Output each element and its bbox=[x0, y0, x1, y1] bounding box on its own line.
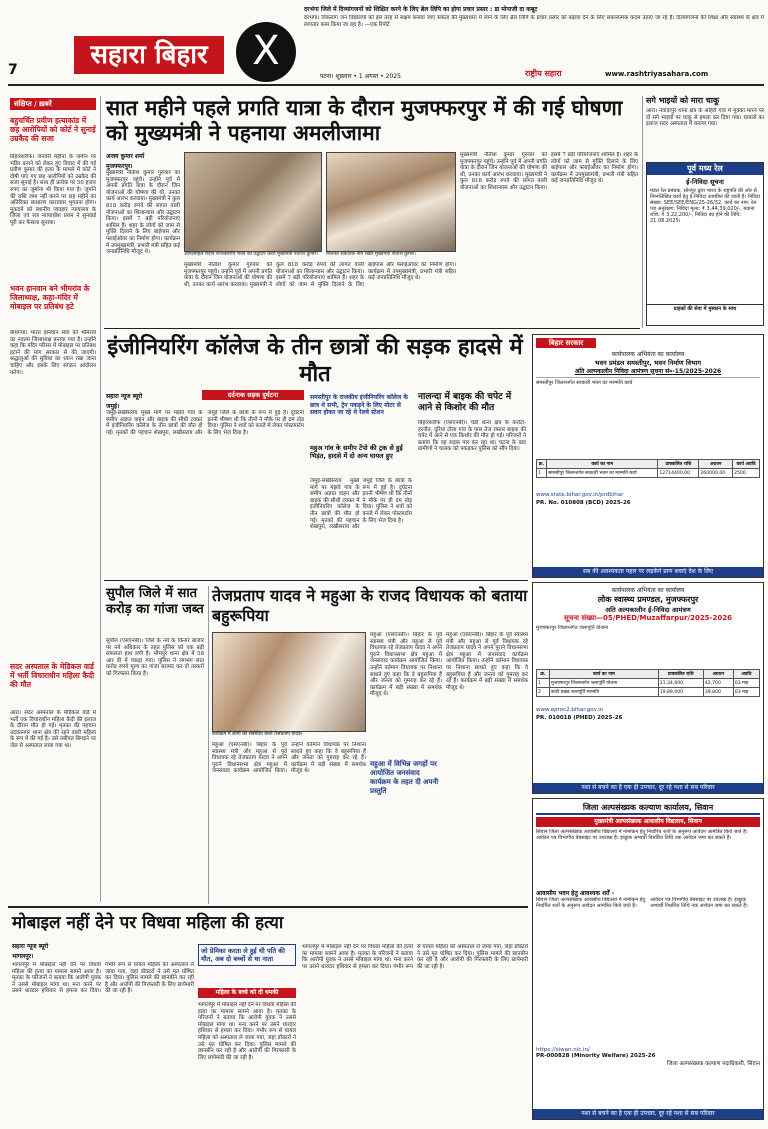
engineering-body-2: जमुई-लखीसराय मुख्य मार्ग पर मंझवे गांव के समीप अज्ञात वाहन और बाइक की सीधी टक्कर में इंजीनियरिंग कॉलेज के तीन छात्रों की मौत हो गई। मृतकों की पहचान शेखपुरा, लखीसराय और जमुई जिले के छात्रों के रूप में हुई है। दुर्घटना इतनी भीषण थी कि तीनों ने मौके पर ही दम तोड़ दिया। पुलिस ने शवों को कब्जे में लेकर पोस्टमार्टम के लिए भेज दिया है। bbox=[310, 478, 412, 531]
muz-td: 03 माह bbox=[733, 679, 759, 688]
lead-photo-2 bbox=[326, 152, 456, 252]
siwan-notice-subtitle: मुख्यमंत्री अल्पसंख्यक आवासीय विद्यालय, सिवान bbox=[536, 817, 760, 827]
lead-photo-caption-2: मिलकर संकेतिक नींव रखते मुख्यमंत्री नीतीश कुमार। bbox=[326, 252, 416, 257]
nalanda-headline: नालन्दा में बाइक की चपेट में आने से किशोर की मौत bbox=[418, 392, 512, 413]
bihar-tender-body: समस्तीपुर जिलान्तर्गत सरकारी भवन का मरम्मति कार्य bbox=[536, 377, 760, 459]
muz-td: 21,34,600 bbox=[658, 679, 703, 688]
bihar-tender-website[interactable]: www.state.bihar.gov.in/prdbihar bbox=[536, 492, 624, 498]
tejashwi-photo bbox=[212, 632, 366, 732]
top-notice-title: दरभंगा जिले में दिव्यांगजनों को शिक्षित करने के लिए ब्रेल लिपि का होगा प्रचार प्रसार : डा मोनाजी दा कबूट bbox=[304, 6, 538, 13]
mobile-headline: मोबाइल नहीं देने पर विधवा महिला की हत्या bbox=[12, 913, 284, 933]
nalanda-body: बिहारशरीफ (एसएनबी)। चंडी थाना क्षेत्र के करोटा-हरनौत, दुरिया टोला गांव के पास तेज रफ्तार बाइक की चपेट में आने से एक किशोर की मौत हो गई। परिजनों ने बताया कि वह सड़क पार कर रहा था। घटना के बाद ग्रामीणों ने चालक को पकड़कर पुलिस को सौंप दिया। bbox=[418, 420, 526, 453]
bihar-td: 1 bbox=[537, 469, 547, 478]
supaul-headline: सुपौल जिले में सात करोड़ का गांजा जब्त bbox=[106, 586, 204, 617]
top-notice-body: दरभंगा। विकलांग जन विद्यालयों को इस तरह से सक्षम बनाया जाए सकता की मुख्यधारा में लाने के लिए ब्रेल लिपि के प्रचार प्रसार को बढ़ावा देने के लिए सकारात्मक कदम उठाए जा रहे हैं। दिव्यांगजनों की शिक्षा और स्वास्थ्य के क्षेत्र में लगातार काम किया जा रहा है। —एक रिपोर्ट bbox=[304, 15, 764, 28]
left-story2-title: भवन हानवान बने भीमरांव के जिलाध्यक्ष, कहा-मंदिर में मोबाइल पर प्रतिबंध हटे bbox=[10, 284, 90, 311]
siwan-notice-list-title: आवासीय भवन हेतु आवश्यक शर्तें - bbox=[536, 890, 615, 897]
muz-th: प्राक्कलित राशि bbox=[658, 670, 703, 679]
muz-tender-notice: सूचना संख्या—05/PHED/Muzaffarpur/2025-2026 bbox=[564, 614, 732, 622]
muz-td: 39,800 bbox=[703, 688, 733, 697]
railway-ad-subheader: ई-निविदा सूचना bbox=[686, 178, 724, 186]
siwan-notice-body: सिवान जिला अल्पसंख्यक आवासीय विद्यालय में नामांकन हेतु निर्धारित शर्तों के अनुरूप आवेदन आमंत्रित किये जाते हैं। आवेदन पत्र विभागीय वेबसाइट पर उपलब्ध है। इच्छुक अभ्यर्थी निर्धारित तिथि तक आवेदन जमा कर सकते हैं। bbox=[536, 829, 748, 841]
muz-tender-body: मुजफ्फरपुर जिलान्तर्गत जलापूर्ति योजना bbox=[536, 625, 609, 631]
mobile-callout2: महिला के बच्चे को दी धमकी bbox=[198, 988, 296, 998]
engineering-byline: सहारा न्यूज ब्यूरो bbox=[106, 393, 143, 400]
bihar-tender-dept: भवन प्रमंडल समस्तीपुर, भवन निर्माण विभाग bbox=[594, 359, 702, 367]
muz-tender-office: कार्यपालक अभियंता का कार्यालय bbox=[611, 587, 685, 594]
muz-tender-slogan: नशा से बचने का है एक ही उपचार, दूर रहे नशा से सब परिवार bbox=[533, 783, 763, 793]
bottom-rule bbox=[8, 906, 528, 908]
lead-photo-caption-1: ओपलमहल मैदान राज्यस्तरीय भवन का उद्घाटन करते मुख्यमंत्री नीतीश कुमार। bbox=[184, 252, 319, 257]
railway-ad-header: पूर्व मध्य रेल bbox=[647, 163, 763, 175]
left-story1-body: बिहारशरीफ। जनवरी महीना के जमीन पर भंडिर बनाने को लेकर हुए विवाद में की गई प्रवीण कुमार की हत्या के मामले में कोर्ट ने दोषी पाए गए छह आरोपियों को उम्रकैद की सजा सुनाई है। साथ ही प्रत्येक पर 50 हजार रुपए का जुर्माना भी किया गया है। जुर्माने की राशि जमा नहीं करने पर छह महीने का अतिरिक्त साधारण कारावास भुगतना होगा। मुकदमे को स्थानीय व्यवहार न्यायालय के जिला एवं सत्र न्यायाधीश प्रथम ने सुनवाई पूरी कर फैसला सुनाया। bbox=[10, 154, 96, 226]
mobile-body-mid: भागलपुर में मोबाइल नहीं देने पर विधवा महिला की हत्या का मामला सामने आया है। मृतका के परिजनों ने बताया कि आरोपी युवक ने उससे मोबाइल मांगा था। मना करने पर उसने धारदार हथियार से हमला कर दिया। गंभीर रूप से घायल महिला को अस्पताल ले जाया गया, जहां डॉक्टरों ने उसे मृत घोषित कर दिया। पुलिस मामले की छानबीन कर रही है और आरोपी की गिरफ्तारी के लिए छापेमारी की जा रही है। bbox=[198, 1002, 296, 1061]
muz-tender-pr: PR. 010018 (PHED) 2025-26 bbox=[536, 715, 623, 721]
muz-tender-table bbox=[536, 669, 760, 697]
right-divider bbox=[642, 96, 643, 328]
tejashwi-body-mid: महुआ (एसएनबी)। बिहार के पूर्व स्वास्थ्य मंत्री और महुआ से पूर्व विधायक रहे तेजप्रताप यादव ने अपने पुराने विधानसभा क्षेत्र महुआ में जनसंवाद कार्यक्रम आयोजित किया। उन्होंने वर्तमान विधायक पर निशाना साधते हुए कहा कि वे बहुरूपिया हैं और जनता को गुमराह कर रहे हैं। कार्यक्रम में बड़ी संख्या में समर्थक मौजूद थे। bbox=[370, 632, 442, 698]
bihar-th: प्राक्कलित राशि bbox=[658, 460, 699, 469]
lead-place: मुजफ्फरपुर। bbox=[106, 163, 133, 170]
bihar-td: समस्तीपुर जिलान्तर्गत सरकारी भवन का मरम्मति कार्य bbox=[547, 469, 658, 478]
bihar-tender-slogan: सब की अवश्यकता पहल पर लड़केंगे प्राण बचाएं देश के लिए bbox=[533, 567, 763, 577]
bihar-tender-title: अति अल्पकालीन निविदा आमंत्रण सूचना सं०-15/2025-2026 bbox=[574, 368, 722, 375]
muz-th: अग्रधन bbox=[703, 670, 733, 679]
siwan-notice-list: सिवान जिला अल्पसंख्यक आवासीय विद्यालय में नामांकन हेतु निर्धारित शर्तों के अनुरूप आवेदन आमंत्रित किये जाते हैं। आवेदन पत्र विभागीय वेबसाइट पर उपलब्ध है। इच्छुक अभ्यर्थी निर्धारित तिथि तक आवेदन जमा कर सकते हैं। bbox=[536, 897, 748, 909]
bihar-tender-pr: PR. No. 010808 (BCD) 2025-26 bbox=[536, 500, 631, 506]
lead-photo-1 bbox=[184, 152, 322, 252]
siwan-notice-ad bbox=[532, 798, 764, 1120]
muz-td: 2 bbox=[537, 688, 550, 697]
engineering-headline: इंजीनियरिंग कॉलेज के तीन छात्रों की सड़क हादसे में मौत bbox=[107, 335, 523, 387]
lead-headline: सात महीने पहले प्रगति यात्रा के दौरान मुजफ्फरपुर में की गई घोषणा को मुख्यमंत्री ने पहनाया अमलीजामा bbox=[106, 96, 623, 145]
engineering-place: जमुई। bbox=[106, 403, 120, 410]
muz-td: 1 bbox=[537, 679, 550, 688]
left-column-divider bbox=[100, 96, 101, 902]
dateline: पटना। शुक्रवार • 1 अगस्त • 2025 bbox=[320, 73, 401, 80]
supaul-body: सुपौल (एसएनबी)। जिले के नये के किनारे बाजार पर नये अधिकार के तहत पुलिस को एक बड़ी सफलता हाथ लगी है। भीमपुर थाना क्षेत्र में 58 आर डी में पकड़ा गया। पुलिस ने लगभग सात करोड़ रुपये मूल्य का गांजा बरामद कर दो तस्करों को गिरफ्तार किया है। bbox=[106, 638, 204, 677]
muz-td: 19,89,000 bbox=[658, 688, 703, 697]
muz-tender-website[interactable]: www.eproc2.bihar.gov.in bbox=[536, 707, 604, 713]
left-column-header: संक्षिप्त / ख़बरें bbox=[10, 98, 96, 110]
bihar-td: 2500 bbox=[733, 469, 760, 478]
tejashwi-callout: महुआ में विभिन्न जगहों पर आयोजित जनसंवाद कार्यक्रम के तहत दी अपनी प्रस्तुति bbox=[370, 760, 439, 795]
bihar-th: कार्य अवधि bbox=[733, 460, 760, 469]
bihar-govt-label: बिहार सरकार bbox=[536, 338, 596, 348]
lead-byline: अजय कुमार शर्मा bbox=[106, 153, 145, 160]
bihar-th: क्र. bbox=[537, 460, 547, 469]
muz-td: 42,700 bbox=[703, 679, 733, 688]
railway-ad-body: मंडल रेल प्रबंधक, सोनपुर द्वारा भारत के राष्ट्रपति की ओर से निम्नलिखित कार्य हेतु ई-निविदा आमंत्रित की जाती है। निविदा संख्या: SEE/SEE/ENG/25-26/32, कार्य का नाम: रेल पथ अनुरक्षण, निविदा मूल्य: ₹ 3,44,39,020/-, बयाना राशि: ₹ 3,22,200/-, निविदा बंद होने की तिथि: 21.08.2025। bbox=[650, 188, 760, 224]
engineering-subhead: समस्तीपुर के राजकीय इंजीनियरिंग कॉलेज के छात्र थे सभी, ट्रेन पकड़ने के लिए मोटर से सवार होकर जा रहे थे रेलवे स्टेशन bbox=[310, 394, 408, 416]
rashtriya-logo: राष्ट्रीय सहारा bbox=[525, 69, 562, 78]
lead-rule bbox=[104, 328, 640, 329]
masthead-brand: सहारा बिहार bbox=[74, 36, 224, 74]
mid-rule bbox=[104, 580, 528, 581]
bihar-tender-ad bbox=[532, 334, 764, 578]
siwan-notice-slogan: नशा से बचने का है एक ही उपचार, दूर रहें नशा से सब परिवार bbox=[533, 1109, 763, 1119]
muz-tender-dept: लोक स्वास्थ्य प्रमण्डल, मुजफ्फरपुर bbox=[597, 595, 699, 604]
bihar-th: कार्य का नाम bbox=[547, 460, 658, 469]
masthead-rule bbox=[8, 84, 764, 86]
mobile-body-right: भागलपुर में मोबाइल नहीं देने पर विधवा महिला की हत्या का मामला सामने आया है। मृतका के परिजनों ने बताया कि आरोपी युवक ने उससे मोबाइल मांगा था। मना करने पर उसने धारदार हथियार से हमला कर दिया। गंभीर रूप से घायल महिला को अस्पताल ले जाया गया, जहां डॉक्टरों ने उसे मृत घोषित कर दिया। पुलिस मामले की छानबीन कर रही है और आरोपी की गिरफ्तारी के लिए छापेमारी की जा रही है। bbox=[302, 944, 528, 970]
engineering-body: जमुई-लखीसराय मुख्य मार्ग पर मंझवे गांव के समीप अज्ञात वाहन और बाइक की सीधी टक्कर में इंजीनियरिंग कॉलेज के तीन छात्रों की मौत हो गई। मृतकों की पहचान शेखपुरा, लखीसराय और जमुई जिले के छात्रों के रूप में हुई है। दुर्घटना इतनी भीषण थी कि तीनों ने मौके पर ही दम तोड़ दिया। पुलिस ने शवों को कब्जे में लेकर पोस्टमार्टम के लिए भेज दिया है। bbox=[106, 410, 304, 436]
bihar-tender-table bbox=[536, 459, 760, 478]
siwan-notice-title: जिला अल्पसंख्यक कल्याण कार्यालय, सिवान bbox=[536, 802, 760, 815]
website: www.rashtriyasahara.com bbox=[605, 70, 709, 78]
mobile-callout: जो प्रेमिका करता ले हुई थी पति की मौत, अब दो बच्चों से था नाता bbox=[198, 944, 296, 966]
railway-ad-footer: ग्राहकों की सेवा में मुस्कान के साथ bbox=[647, 304, 763, 312]
muz-th: क्र. bbox=[537, 670, 550, 679]
x-logo: X bbox=[236, 22, 296, 82]
tejashwi-caption: कार्यक्रम में लोगों को संबोधित करते तेजप्रताप यादव। bbox=[212, 732, 303, 737]
tejashwi-headline: तेजप्रताप यादव ने महुआ के राजद विधायक को बताया बहुरूपिया bbox=[212, 586, 528, 625]
lead-body-left: मुख्यमंत्री नीतीश कुमार गुरुवार को मुजफ्फरपुर पहुंचे। उन्होंने पूर्व में अपनी प्रगति यात्रा के दौरान जिन योजनाओं की घोषणा की थी, उनका कार्य आरंभ करवाया। मुख्यमंत्री ने कुल 818 करोड़ रुपये की लागत वाली योजनाओं का शिलान्यास और उद्घाटन किया। इसमें 7 बड़ी परियोजनाएं शामिल हैं। शहर के लोगों को जाम से मुक्ति दिलाने के लिए बाईपास और फ्लाईओवर का निर्माण होगा। कार्यक्रम में उपमुख्यमंत्री, प्रभारी मंत्री सहित कई जनप्रतिनिधि मौजूद थे। bbox=[106, 170, 180, 256]
siwan-notice-signature: जिला अल्पसंख्यक कल्याण पदाधिकारी, सिवान bbox=[666, 1061, 760, 1067]
lead-body-right: मुख्यमंत्री नीतीश कुमार गुरुवार को मुजफ्फरपुर पहुंचे। उन्होंने पूर्व में अपनी प्रगति यात्रा के दौरान जिन योजनाओं की घोषणा की थी, उनका कार्य आरंभ करवाया। मुख्यमंत्री ने कुल 818 करोड़ रुपये की लागत वाली योजनाओं का शिलान्यास और उद्घाटन किया। इसमें 7 बड़ी परियोजनाएं शामिल हैं। शहर के लोगों को जाम से मुक्ति दिलाने के लिए बाईपास और फ्लाईओवर का निर्माण होगा। कार्यक्रम में उपमुख्यमंत्री, प्रभारी मंत्री सहित कई जनप्रतिनिधि मौजूद थे। bbox=[460, 152, 638, 191]
siwan-notice-pr: PR-000828 (Minority Welfare) 2025-26 bbox=[536, 1053, 656, 1059]
engineering-subhead2: महुअ गांव के समीप टेंपो की ट्रक से हुई भिड़ंत, हादसे में दो अन्य घायल हुए bbox=[310, 444, 403, 460]
muz-tender-title: अति अल्पकालीन ई-निविदा आमंत्रण bbox=[605, 606, 691, 614]
left-story4-body: आरा। सदर अस्पताल के मेडिकल वार्ड में भर्ती एक विचाराधीन महिला कैदी की इलाज के दौरान मौत हो गई। मृतका की पहचान उदवंतनगर थाना क्षेत्र की रहने वाली महिला के रूप में की गई है। उसे तबीयत बिगड़ने पर जेल से अस्पताल लाया गया था। bbox=[10, 710, 96, 749]
left-story2-body: बोधगया। भारत हानवान सेवा को भीमरांव का नवतम जिलाध्यक्ष बनाया गया है। उन्होंने कहा कि मंदिर परिसर में मोबाइल पर प्रतिबंध हटाने की मांग सरकार से की जाएगी। श्रद्धालुओं की सुविधा का ध्यान रखा जाना चाहिए और इसके लिए संगठन आंदोलन करेगा। bbox=[10, 330, 96, 376]
lead-body-mid: मुख्यमंत्री नीतीश कुमार गुरुवार को मुजफ्फरपुर पहुंचे। उन्होंने पूर्व में अपनी प्रगति यात्रा के दौरान जिन योजनाओं की घोषणा की थी, उनका कार्य आरंभ करवाया। मुख्यमंत्री ने कुल 818 करोड़ रुपये की लागत वाली योजनाओं का शिलान्यास और उद्घाटन किया। इसमें 7 बड़ी परियोजनाएं शामिल हैं। शहर के लोगों को जाम से मुक्ति दिलाने के लिए बाईपास और फ्लाईओवर का निर्माण होगा। कार्यक्रम में उपमुख्यमंत्री, प्रभारी मंत्री सहित कई जनप्रतिनिधि मौजूद थे। bbox=[184, 262, 456, 288]
page-number: 7 bbox=[8, 62, 18, 78]
bihar-th: अग्रधन bbox=[699, 460, 733, 469]
muz-td: कांटी प्रखंड जलापूर्ति मरम्मति bbox=[549, 688, 658, 697]
muzaffarpur-tender-ad bbox=[532, 582, 764, 794]
left-story4-title: सदर अस्पताल के मेडिकल वार्ड में भर्ती विचाराधीन महिला कैदी की मौत bbox=[10, 662, 95, 689]
bihar-td: 260000.00 bbox=[699, 469, 733, 478]
tejashwi-body-right: महुआ (एसएनबी)। बिहार के पूर्व स्वास्थ्य मंत्री और महुआ से पूर्व विधायक रहे तेजप्रताप यादव ने अपने पुराने विधानसभा क्षेत्र महुआ में जनसंवाद कार्यक्रम आयोजित किया। उन्होंने वर्तमान विधायक पर निशाना साधते हुए कहा कि वे बहुरूपिया हैं और जनता को गुमराह कर रहे हैं। कार्यक्रम में बड़ी संख्या में समर्थक मौजूद थे। bbox=[446, 632, 528, 691]
side-top-body: आरा। नवादापुर थाना क्षेत्र के अहिरौ गांव में मुक्का मारने पर दो सगे भाइयों पर चाकू से हमला कर दिया गया। घायलों का इलाज सदर अस्पताल में कराया गया। bbox=[646, 108, 764, 128]
mobile-byline: सहारा न्यूज ब्यूरो bbox=[12, 943, 49, 950]
left-story1-title: बहुचर्चित प्रवीण हत्याकांड में छह आरोपियों को कोर्ट ने सुनाई उम्रकैद की सजा bbox=[10, 116, 96, 143]
engineering-strap: दर्दनाक सड़क दुर्घटना bbox=[202, 390, 304, 400]
muz-td: 03 माह bbox=[733, 688, 759, 697]
muz-th: कार्य का नाम bbox=[549, 670, 658, 679]
side-top-title: सगे भाइयों को मारा चाकू bbox=[646, 96, 720, 105]
muz-th: अवधि bbox=[733, 670, 759, 679]
muz-td: मुजफ्फरपुर जिलान्तर्गत जलापूर्ति योजना bbox=[549, 679, 658, 688]
supaul-divider bbox=[208, 586, 209, 904]
railway-ad bbox=[646, 162, 764, 326]
mobile-body-left: भागलपुर में मोबाइल नहीं देने पर विधवा महिला की हत्या का मामला सामने आया है। मृतका के परिजनों ने बताया कि आरोपी युवक ने उससे मोबाइल मांगा था। मना करने पर उसने धारदार हथियार से हमला कर दिया। गंभीर रूप से घायल महिला को अस्पताल ले जाया गया, जहां डॉक्टरों ने उसे मृत घोषित कर दिया। पुलिस मामले की छानबीन कर रही है और आरोपी की गिरफ्तारी के लिए छापेमारी की जा रही है। bbox=[12, 962, 194, 995]
mobile-place: भागलपुर। bbox=[12, 953, 34, 960]
siwan-notice-website[interactable]: https://siwan.nic.in/ bbox=[536, 1047, 590, 1053]
tejashwi-body-left: महुआ (एसएनबी)। बिहार के पूर्व स्वास्थ्य मंत्री और महुआ से पूर्व विधायक रहे तेजप्रताप यादव ने अपने पुराने विधानसभा क्षेत्र महुआ में जनसंवाद कार्यक्रम आयोजित किया। उन्होंने वर्तमान विधायक पर निशाना साधते हुए कहा कि वे बहुरूपिया हैं और जनता को गुमराह कर रहे हैं। कार्यक्रम में बड़ी संख्या में समर्थक मौजूद थे। bbox=[212, 742, 366, 775]
bihar-td: 12714400.00 bbox=[658, 469, 699, 478]
bihar-tender-office: कार्यपालक अभियंता का कार्यालय bbox=[611, 351, 685, 358]
